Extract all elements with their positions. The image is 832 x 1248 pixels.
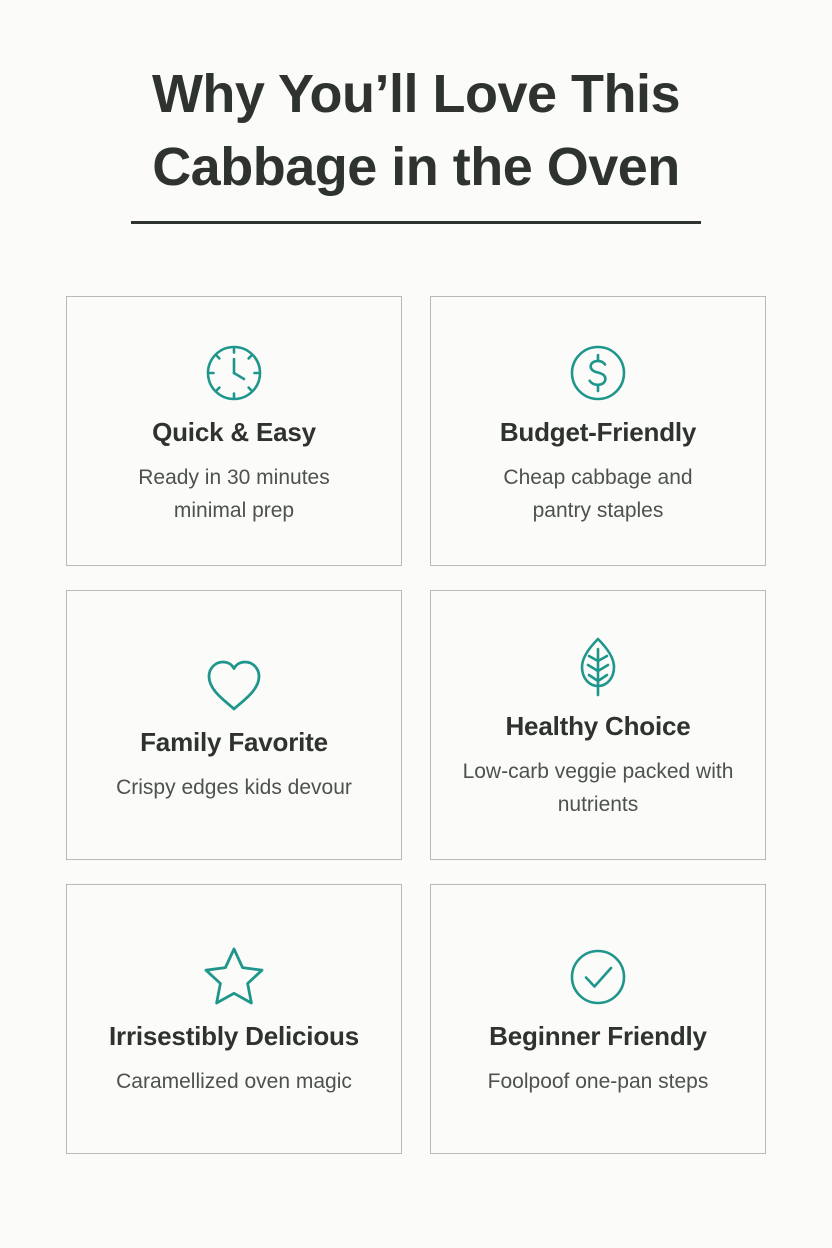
benefit-card-healthy-choice	[430, 590, 766, 860]
benefit-description: Crispy edges kids devour	[116, 776, 352, 800]
benefit-card-family-favorite	[66, 590, 402, 860]
benefit-card-irrisestibly-delicious	[66, 884, 402, 1154]
benefit-description: Caramellized oven magic	[116, 1070, 352, 1094]
benefit-description: Low-carb veggie packed with nutrients	[462, 759, 734, 816]
benefit-description: Ready in 30 minutes minimal prep	[138, 465, 330, 522]
benefit-card-budget-friendly	[430, 296, 766, 566]
benefit-title: Quick & Easy	[152, 416, 316, 447]
dollar-coin-icon	[562, 335, 634, 411]
benefit-card-quick-easy	[66, 296, 402, 566]
leaf-icon	[562, 629, 634, 705]
heart-icon	[196, 645, 272, 721]
star-icon	[196, 939, 272, 1015]
benefit-title: Healthy Choice	[505, 710, 691, 741]
benefit-title: Beginner Friendly	[489, 1021, 707, 1052]
header	[66, 58, 766, 224]
benefit-title: Family Favorite	[140, 727, 328, 758]
title-underline	[131, 221, 701, 224]
page-title: Why You’ll Love This Cabbage in the Oven	[151, 64, 681, 197]
benefits-grid	[66, 296, 766, 1154]
benefit-description: Cheap cabbage and pantry staples	[503, 465, 693, 522]
benefit-card-beginner-friendly	[430, 884, 766, 1154]
clock-icon	[198, 335, 270, 411]
benefit-title: Irrisestibly Delicious	[109, 1021, 359, 1052]
benefit-title: Budget-Friendly	[499, 416, 697, 447]
check-circle-icon	[562, 939, 634, 1015]
benefit-description: Foolpoof one-pan steps	[487, 1070, 709, 1094]
